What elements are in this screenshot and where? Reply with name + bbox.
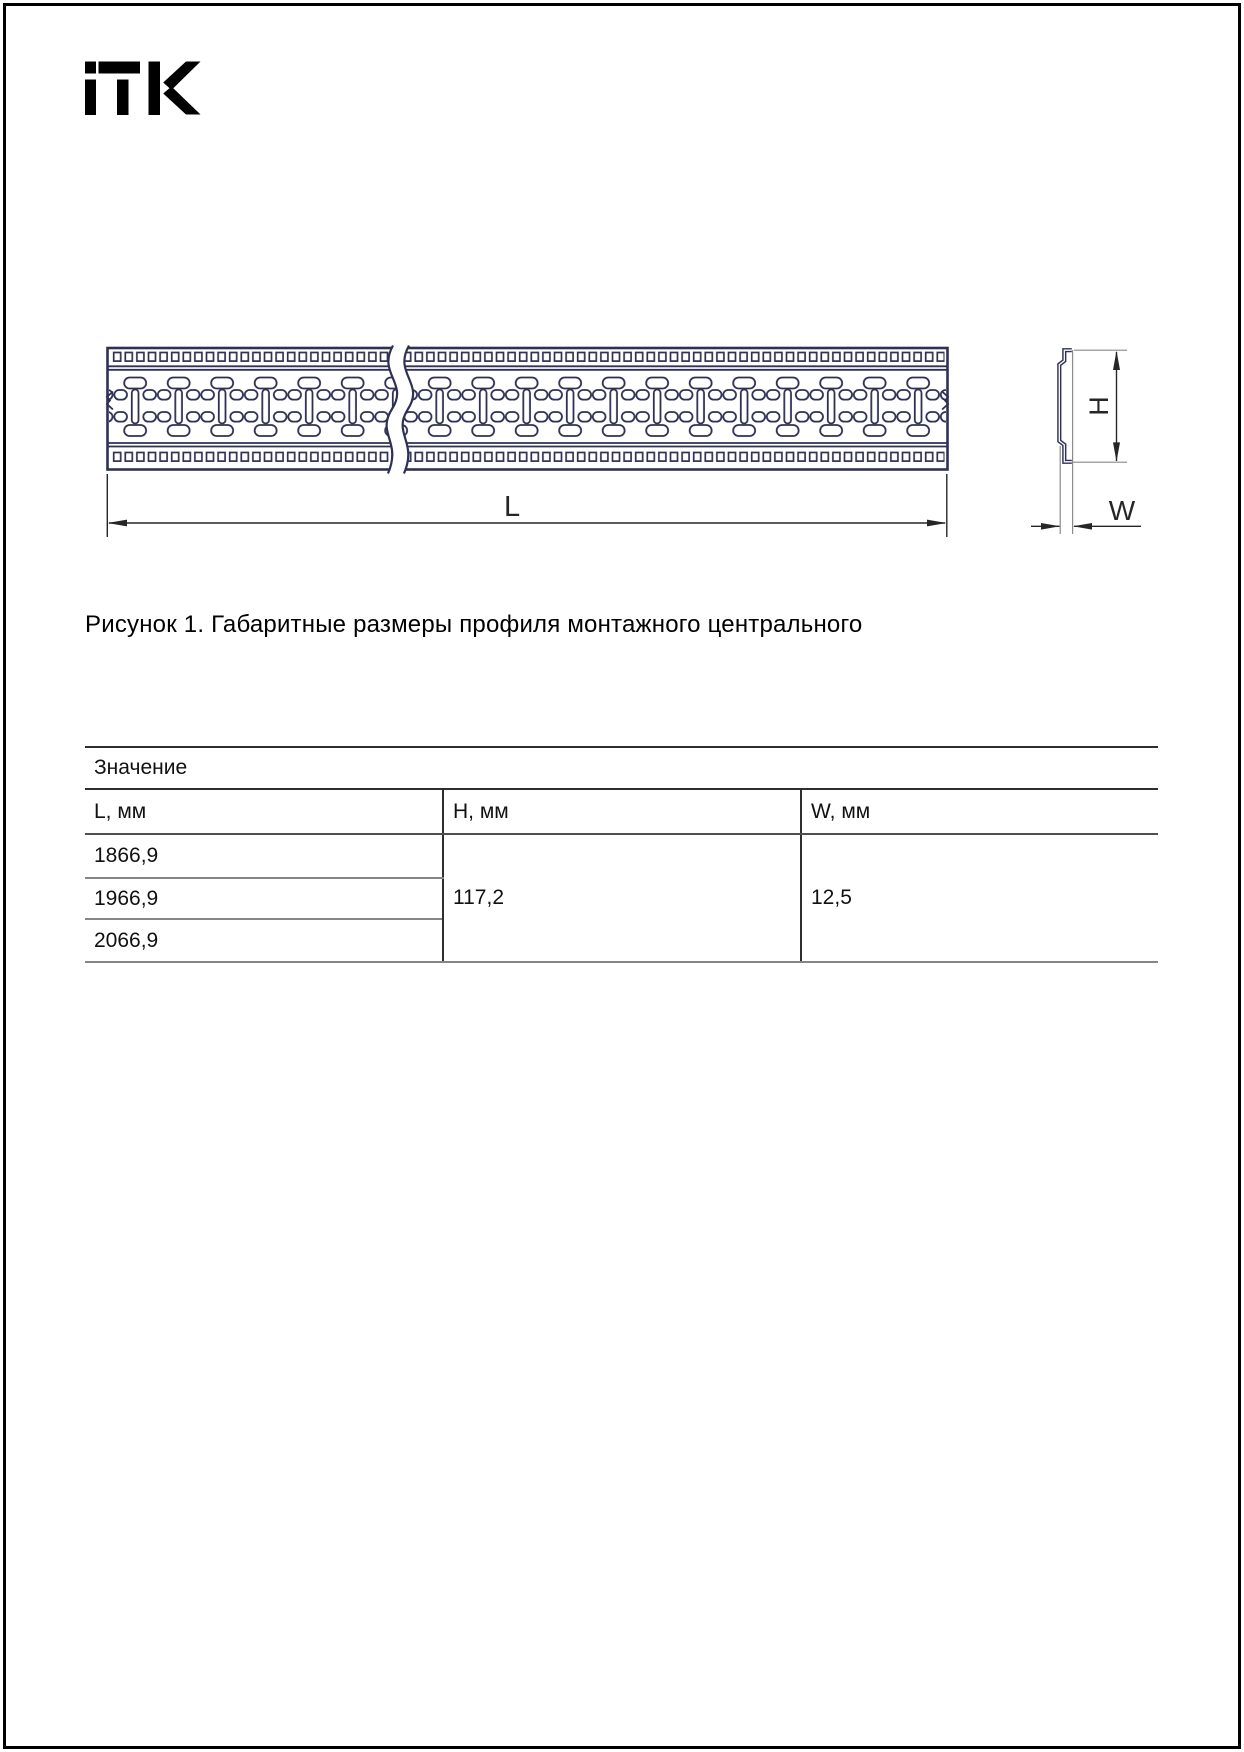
l-value-1: 1866,9 [85,834,443,878]
dimension-height [1084,351,1120,462]
dimension-width [1031,495,1141,530]
arrowhead-right-icon [1041,523,1060,530]
column-header-h: H, мм [443,789,801,834]
dimensions-table [85,746,1158,963]
dimension-length [107,474,947,537]
l-value-2: 1966,9 [85,878,443,919]
top-flange-perforation [112,352,945,362]
arrowhead-left-icon [1073,523,1092,530]
arrowhead-down-icon [1113,442,1120,461]
table-header-row [85,789,1158,834]
bottom-flange-perforation [112,452,945,462]
l-value-3: 2066,9 [85,919,443,962]
h-value: 117,2 [443,834,801,962]
w-value: 12,5 [801,834,1158,962]
width-label: W [1108,495,1136,526]
cross-section-wall [1059,350,1072,462]
arrowhead-up-icon [1113,351,1120,370]
column-header-l: L, мм [85,789,443,834]
table-row [85,834,1158,878]
arrowhead-left-icon [108,520,128,527]
height-label: H [1084,396,1114,416]
figure-caption: Рисунок 1. Габаритные размеры профиля монтажного центрального [85,611,863,638]
arrowhead-right-icon [927,520,947,527]
table-title-row [85,747,1158,789]
table-title: Значение [85,747,1158,789]
profile-technical-drawing [0,0,1244,600]
length-label: L [504,491,521,523]
column-header-w: W, мм [801,789,1158,834]
profile-front-view [107,346,948,474]
web-slot-pattern [109,372,946,443]
